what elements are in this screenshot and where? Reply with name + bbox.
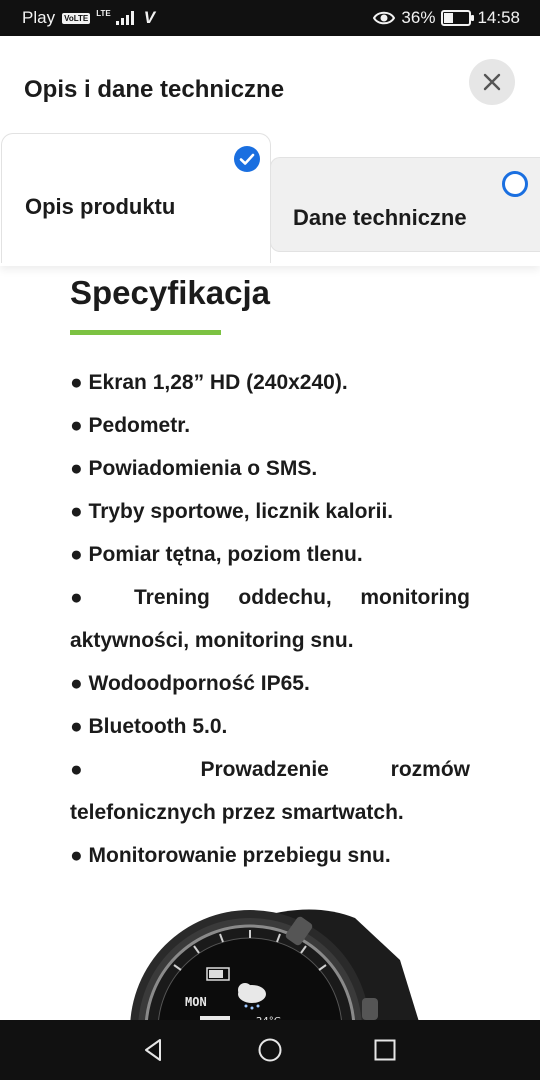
status-left <box>22 8 155 28</box>
close-button[interactable] <box>469 59 515 105</box>
spec-item-continuation: aktywności, monitoring snu. <box>70 629 354 652</box>
battery-icon <box>441 10 471 26</box>
spec-section <box>70 266 470 877</box>
smartwatch-image <box>100 900 420 1025</box>
spec-item: ● Tryby sportowe, licznik kalorii. <box>70 500 394 523</box>
spec-item-line: ● Trening oddechu, monitoring <box>70 586 470 609</box>
product-image <box>100 900 420 1025</box>
spec-item-line: ● Prowadzenie rozmów <box>70 758 470 781</box>
watch-day: MON <box>185 995 207 1009</box>
spec-item: ● Wodoodporność IP65. <box>70 672 310 695</box>
check-circle-icon <box>234 146 260 172</box>
carrier-name: Play <box>22 8 56 27</box>
spec-item: ● Ekran 1,28” HD (240x240). <box>70 371 348 394</box>
spec-item: ● Monitorowanie przebiegu snu. <box>70 844 391 867</box>
spec-item-continuation: telefonicznych przez smartwatch. <box>70 801 404 824</box>
spec-item <box>70 748 470 791</box>
spec-item <box>70 576 470 619</box>
tab-label: Opis produktu <box>25 194 176 219</box>
sheet-header <box>0 36 540 266</box>
signal-icon <box>116 11 134 25</box>
spec-title: Specyfikacja <box>70 274 270 311</box>
back-triangle-icon[interactable] <box>140 1036 168 1064</box>
status-right <box>373 8 520 28</box>
status-bar <box>0 0 540 36</box>
lte-label: LTE <box>96 8 111 18</box>
battery-fill <box>444 13 453 23</box>
spec-item: ● Pedometr. <box>70 414 191 437</box>
recent-square-icon[interactable] <box>371 1036 399 1064</box>
volte-badge: VoLTE <box>64 13 89 23</box>
clock: 14:58 <box>477 8 520 27</box>
eye-icon <box>373 10 395 26</box>
tab-label: Dane techniczne <box>293 205 467 230</box>
spec-item: ● Bluetooth 5.0. <box>70 715 228 738</box>
radio-empty-icon <box>502 171 528 197</box>
tab-opis-produktu[interactable] <box>1 133 271 263</box>
home-circle-icon[interactable] <box>256 1036 284 1064</box>
battery-percent: 36% <box>401 8 436 27</box>
spec-item: ● Pomiar tętna, poziom tlenu. <box>70 543 363 566</box>
spec-list <box>70 361 470 877</box>
spec-title-underline <box>70 330 221 335</box>
vpn-icon: V <box>143 8 156 27</box>
navigation-bar <box>0 1020 540 1080</box>
spec-item: ● Powiadomienia o SMS. <box>70 457 318 480</box>
sheet-title: Opis i dane techniczne <box>24 76 285 103</box>
close-icon <box>481 71 503 93</box>
tab-dane-techniczne[interactable] <box>270 157 540 252</box>
